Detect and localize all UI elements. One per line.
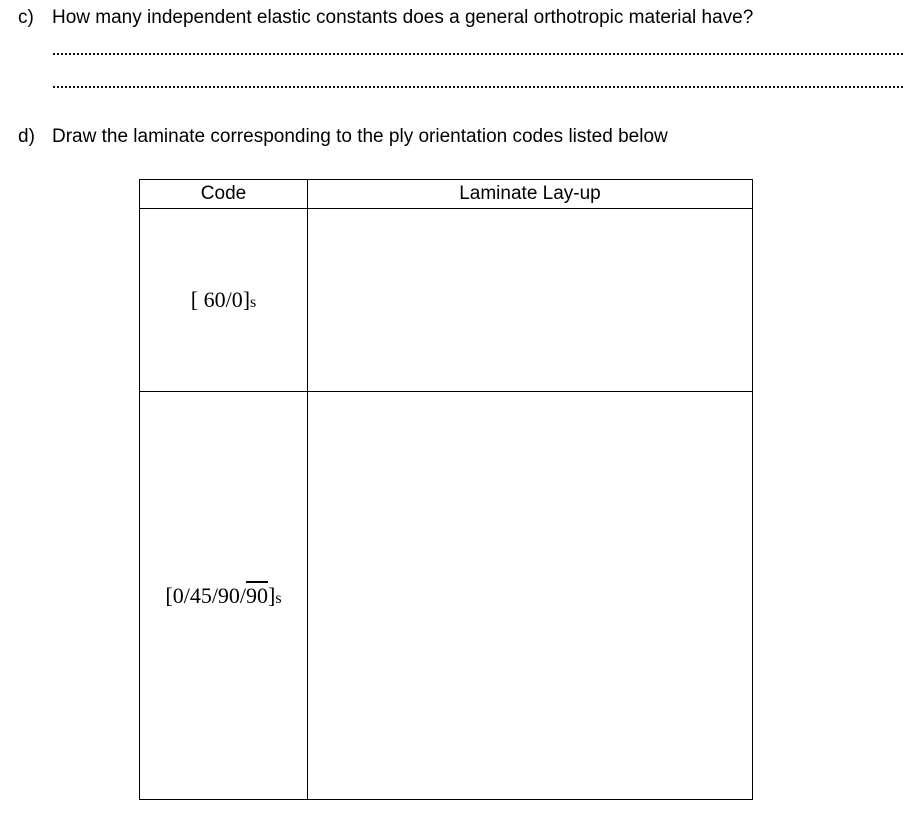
code-cell [140, 392, 308, 800]
question-c-text: How many independent elastic constants does a general orthotropic material have? [52, 7, 754, 28]
question-d [18, 125, 668, 149]
layup-drawing-area[interactable] [308, 209, 753, 392]
question-c [18, 6, 753, 30]
code-prefix: [0/45/90/ [165, 582, 247, 608]
code-suffix: ] [268, 582, 276, 608]
answer-line-1[interactable] [53, 53, 903, 55]
question-d-label: d) [18, 126, 35, 147]
code-overbar: 90 [246, 582, 269, 608]
code-prefix: [ 60/0] [190, 287, 251, 312]
question-c-label: c) [18, 7, 34, 28]
header-laminate-layup: Laminate Lay-up [308, 180, 753, 209]
question-d-text: Draw the laminate corresponding to the ply orientation codes listed below [52, 126, 668, 147]
code-cell [140, 209, 308, 392]
table-header-row [140, 180, 753, 209]
answer-line-2[interactable] [53, 86, 903, 88]
laminate-table [139, 179, 753, 800]
code-subscript: s [250, 294, 257, 311]
layup-drawing-area[interactable] [308, 392, 753, 800]
code-subscript: s [275, 589, 282, 607]
header-code: Code [140, 180, 308, 209]
table-row [140, 392, 753, 800]
table-row [140, 209, 753, 392]
